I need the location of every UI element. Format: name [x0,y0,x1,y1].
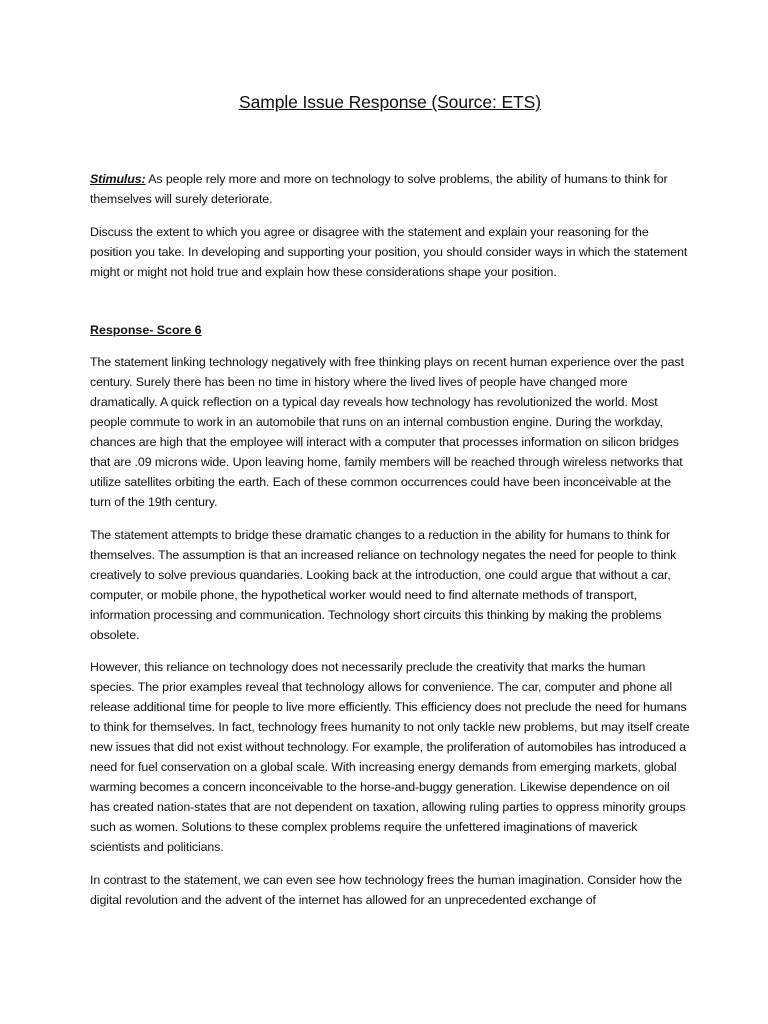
stimulus-text: As people rely more and more on technology to solve problems, the ability of humans to think for themselves will surely deteriorate. [90,172,668,206]
response-paragraph: In contrast to the statement, we can even see how technology frees the human imagination. Consider how the digital revolution and the advent of the internet has allowed for an unprecedented exchange of [90,872,683,907]
stimulus-label: Stimulus: [90,172,146,186]
document-title: Sample Issue Response (Source: ETS) [239,92,541,112]
response-paragraph: However, this reliance on technology does not necessarily preclude the creativity that marks the human species. The prior examples reveal that technology allows for convenience. The car, computer and phone all release additional time for people to live more efficiently. This efficiency does not preclude the need for humans to think for themselves. In fact, technology frees humanity to not only tackle new problems, but may itself create new issues that did not exist without technology. For example, the proliferation of automobiles has introduced a need for fuel conservation on a global scale. With increasing energy demands from emerging markets, global warming becomes a concern inconceivable to the horse-and-buggy generation. Likewise dependence on oil has created nation-states that are not dependent on taxation, allowing ruling parties to oppress minority groups such as women. Solutions to these complex problems require the unfettered imaginations of maverick scientists and politicians. [90,660,690,854]
stimulus-paragraph [90,169,690,209]
response-paragraph: The statement attempts to bridge these dramatic changes to a reduction in the ability for humans to think for themselves. The assumption is that an increased reliance on technology negates the need for people to think creatively to solve previous quandaries. Looking back at the introduction, one could argue that without a car, computer, or mobile phone, the hypothetical worker would need to find alternate methods of transport, information processing and communication. Technology short circuits this thinking by making the problems obsolete. [90,527,677,642]
response-heading: Response- Score 6 [90,322,202,337]
document-page [90,92,690,922]
response-paragraph: The statement linking technology negatively with free thinking plays on recent human experience over the past century. Surely there has been no time in history where the lived lives of people have changed more dramatically. A quick reflection on a typical day reveals how technology has revolutionized the world. Most people commute to work in an automobile that runs on an internal combustion engine. During the workday, chances are high that the employee will interact with a computer that processes information on silicon bridges that are .09 microns wide. Upon leaving home, family members will be reached through wireless networks that utilize satellites orbiting the earth. Each of these common occurrences could have been inconceivable at the turn of the 19th century. [90,355,684,509]
instructions-paragraph: Discuss the extent to which you agree or disagree with the statement and explain your reasoning for the position you take. In developing and supporting your position, you should consider ways in which the statement might or might not hold true and explain how these considerations shape your position. [90,224,688,279]
